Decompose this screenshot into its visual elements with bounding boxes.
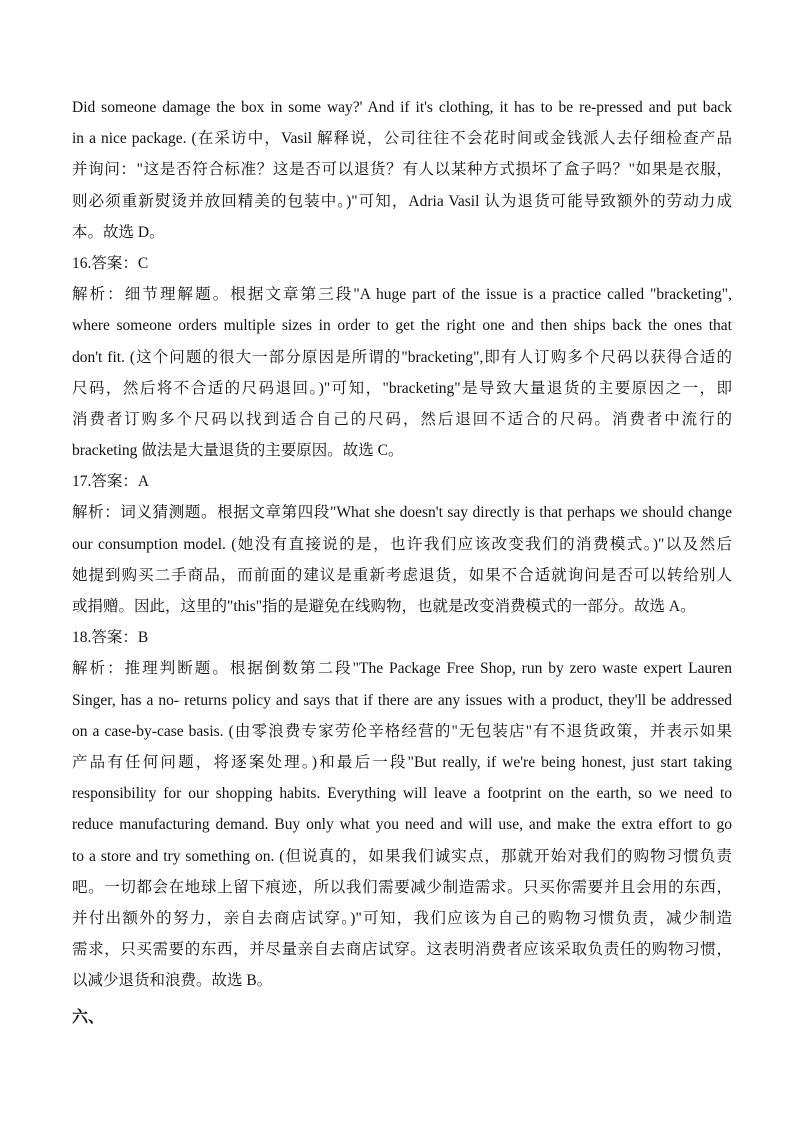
text-line: to a store and try something on. (但说真的，如果我们诚实点，那就开始对我们的购物习惯负责 (72, 847, 732, 865)
text-line: 并付出额外的努力，亲自去商店试穿。)"可知，我们应该为自己的购物习惯负责，减少制造 (72, 909, 732, 927)
text-line: 解析：词义猜测题。根据文章第四段"What she doesn't say directly is that perhaps we should change (72, 504, 732, 522)
text-line: our consumption model. (她没有直接说的是，也许我们应该改变我们的消费模式。)"以及然后 (72, 535, 732, 553)
text-line: 消费者订购多个尺码以找到适合自己的尺码，然后退回不适合的尺码。消费者中流行的 (72, 410, 732, 428)
text-line: 则必须重新熨烫并放回精美的包装中。)"可知，Adria Vasil 认为退货可能导致额外的劳动力成 (72, 192, 732, 210)
text-line: on a case-by-case basis. (由零浪费专家劳伦辛格经营的"无包装店"有不退货政策，并表示如果 (72, 722, 732, 740)
text-line: 产品有任何问题，将逐案处理。)和最后一段"But really, if we're being honest, just start taking (72, 753, 732, 771)
text-line: 并询问："这是否符合标准？这是否可以退货？有人以某种方式损坏了盒子吗？"如果是衣服， (72, 161, 732, 179)
text-line: 她提到购买二手商品，而前面的建议是重新考虑退货，如果不合适就询问是否可以转给别人 (72, 566, 732, 584)
text-line: Did someone damage the box in some way?' And if it's clothing, it has to be re-pressed and put back (72, 99, 732, 116)
text-line: 本。故选 D。 (72, 223, 165, 241)
text-line: Singer, has a no- returns policy and says that if there are any issues with a product, they'll be addressed (72, 691, 732, 709)
text-line: bracketing 做法是大量退货的主要原因。故选 C。 (72, 442, 404, 460)
text-line: 以减少退货和浪费。故选 B。 (72, 972, 273, 990)
text-line: reduce manufacturing demand. Buy only what you need and will use, and make the extra effort to go (72, 816, 732, 834)
document-page (72, 92, 732, 1034)
text-line: responsibility for our shopping habits. Everything will leave a footprint on the earth, so we need to (72, 785, 732, 803)
text-line: 解析：推理判断题。根据倒数第二段"The Package Free Shop, run by zero waste expert Lauren (72, 660, 732, 678)
text-line: 16.答案：C (72, 254, 149, 272)
text-line: where someone orders multiple sizes in order to get the right one and then ships back the ones that (72, 317, 732, 335)
section-heading: 六、 (72, 1009, 105, 1027)
text-line: 解析：细节理解题。根据文章第三段"A huge part of the issue is a practice called "bracketing", (72, 286, 732, 304)
text-line: 18.答案：B (72, 629, 149, 647)
text-line: in a nice package. (在采访中，Vasil 解释说，公司往往不会花时间或金钱派人去仔细检查产品 (72, 130, 732, 148)
text-line: 吧。一切都会在地球上留下痕迹，所以我们需要减少制造需求。只买你需要并且会用的东西， (72, 878, 732, 896)
text-line: 17.答案：A (72, 473, 150, 491)
answer-explanation-text (72, 92, 732, 996)
text-line: 或捐赠。因此，这里的"this"指的是避免在线购物，也就是改变消费模式的一部分。故选 A。 (72, 598, 696, 615)
text-line: don't fit. (这个问题的很大一部分原因是所谓的"bracketing",即有人订购多个尺码以获得合适的 (72, 348, 732, 366)
text-line: 需求，只买需要的东西，并尽量亲自去商店试穿。这表明消费者应该采取负责任的购物习惯， (72, 941, 732, 959)
text-line: 尺码，然后将不合适的尺码退回。)"可知，"bracketing"是导致大量退货的主要原因之一，即 (72, 379, 732, 397)
